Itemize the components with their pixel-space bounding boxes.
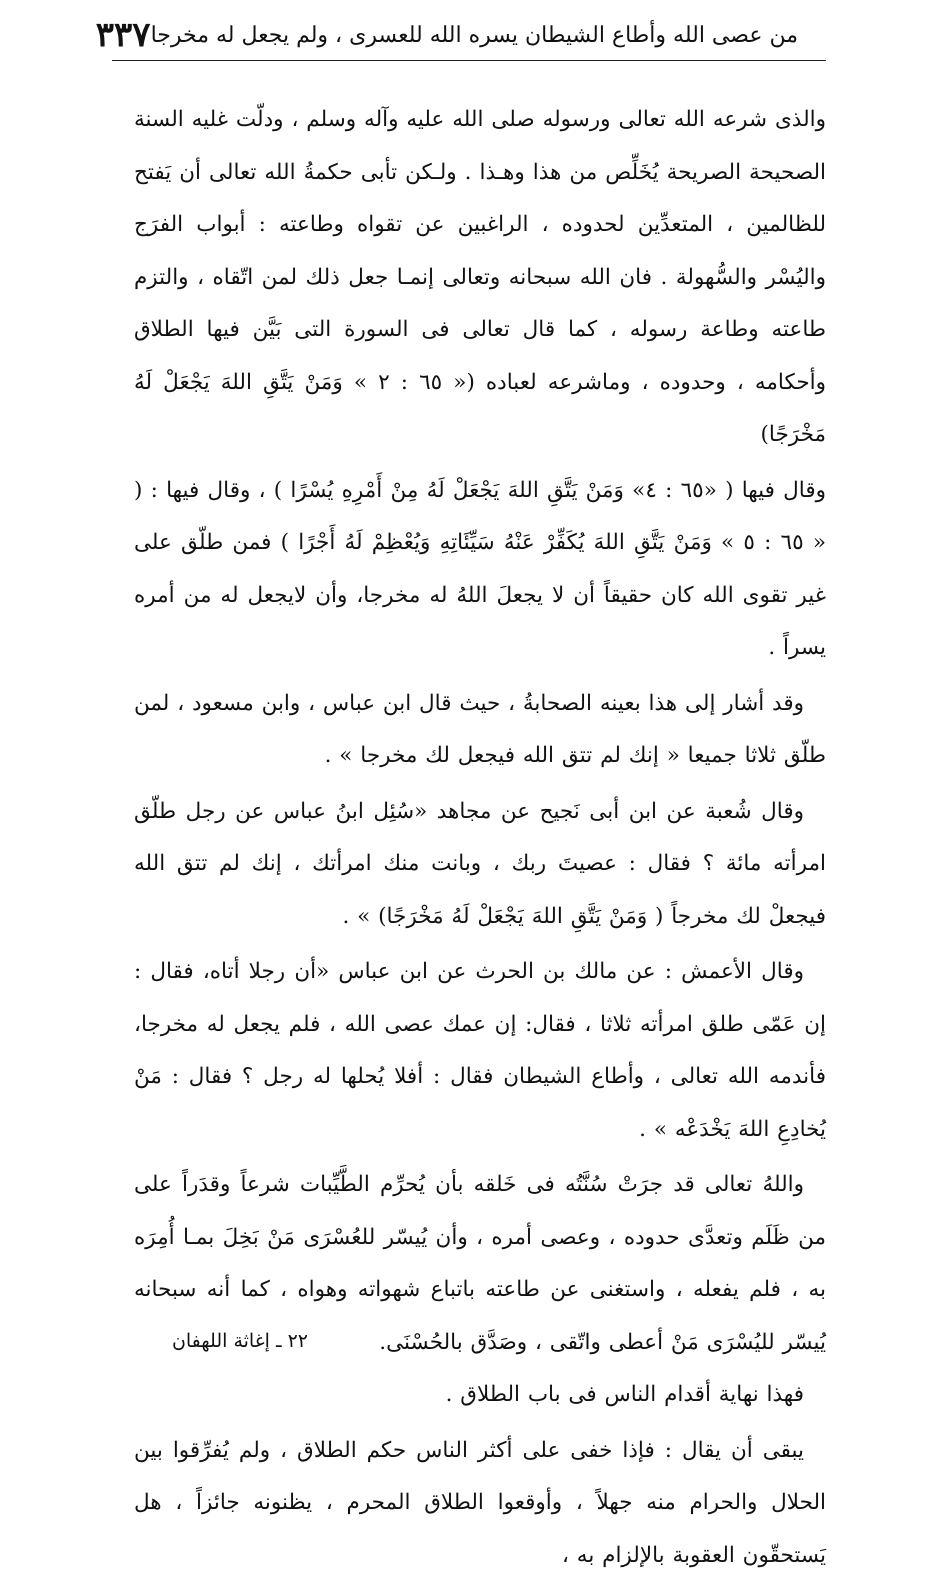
- paragraph: واللهُ تعالى قد جرَتْ سُنَّتُه فى خَلقه بأن يُحرِّم الطَّيِّبات شرعاً وقدَراً على من ظَلَم وتعدَّى حدوده ، وعصى أمره ، وأن يُيسّر للعُسْرَى مَنْ بَخِلَ بمـا أُمِرَه به ، فلم يفعله ، واستغنى عن طاعته باتباع شهواته وهواه ، كما أنه سبحانه يُيسّر لليُسْرَى مَنْ أعطى واتّقى ، وصَدَّق بالحُسْنَى.: [134, 1159, 826, 1369]
- paragraph: وقال الأعمش : عن مالك بن الحرث عن ابن عباس «أن رجلا أتاه، فقال : إن عَمّى طلق امرأته ثلاثا ، فقال: إن عمك عصى الله ، فلم يجعل له مخرجا، فأندمه الله تعالى ، وأطاع الشيطان فقال : أفلا يُحلها له رجل ؟ فقال : مَنْ يُخادِعِ اللهَ يَخْدَعْه » .: [134, 946, 826, 1156]
- page-footer: ٢٢ ـ إغاثة اللهفان: [172, 1330, 308, 1352]
- running-header: [104, 12, 798, 58]
- paragraph: فهذا نهاية أقدام الناس فى باب الطلاق .: [134, 1369, 826, 1422]
- paragraph: وقد أشار إلى هذا بعينه الصحابةُ ، حيث قال ابن عباس ، وابن مسعود ، لمن طلّق ثلاثا جميعا « إنك لم تتق الله فيجعل لك مخرجا » .: [134, 678, 826, 783]
- paragraph: وقال شُعبة عن ابن أبى نَجيح عن مجاهد «سُئِل ابنُ عباس عن رجل طلّق امرأته مائة ؟ فقال : عصيتَ ربك ، وبانت منك امرأتك ، إنك لم تتق الله فيجعلْ لك مخرجاً ( وَمَنْ يَتَّقِ اللهَ يَجْعَلْ لَهُ مَخْرَجًا) » .: [134, 786, 826, 944]
- paragraph: يبقى أن يقال : فإذا خفى على أكثر الناس حكم الطلاق ، ولم يُفرِّقوا بين الحلال والحرام منه جهلاً ، وأوقعوا الطلاق المحرم ، يظنونه جائزاً ، هل يَستحقّون العقوبة بالإلزام به ،: [134, 1425, 826, 1582]
- header-rule: [112, 60, 826, 61]
- header-title: من عصى الله وأطاع الشيطان يسره الله للعسرى ، ولم يجعل له مخرجا: [151, 23, 798, 48]
- page-number: ٣٣٧: [96, 15, 151, 55]
- paragraph: وقال فيها ( «٦٥ : ٤» وَمَنْ يَتَّقِ اللهَ يَجْعَلْ لَهُ مِنْ أَمْرِهِ يُسْرًا ) ، وقال فيها : ( « ٦٥ : ٥ » وَمَنْ يَتَّقِ اللهَ يُكَفِّرْ عَنْهُ سَيِّئَاتِهِ وَيُعْظِمْ لَهُ أَجْرًا ) فمن طلّق على غير تقوى الله كان حقيقاً أن لا يجعلَ اللهُ له مخرجا، وأن لايجعل له من أمره يسراً .: [134, 465, 826, 675]
- body-text: [134, 94, 826, 1582]
- paragraph: والذى شرعه الله تعالى ورسوله صلى الله عليه وآله وسلم ، ودلّت غليه السنة الصحيحة الصريحة يُخَلِّص من هذا وهـذا . ولـكن تأبى حكمةُ الله تعالى أن يَفتح للظالمين ، المتعدِّين لحدوده ، الراغبين عن تقواه وطاعته : أبواب الفرَج واليُسْر والسُّهولة . فان الله سبحانه وتعالى إنمـا جعل ذلك لمن اتّقاه ، والتزم طاعته وطاعة رسوله ، كما قال تعالى فى السورة التى بَيَّن فيها الطلاق وأحكامه ، وحدوده ، وماشرعه لعباده (« ٦٥ : ٢ » وَمَنْ يَتَّقِ اللهَ يَجْعَلْ لَهُ مَخْرَجًا): [134, 94, 826, 462]
